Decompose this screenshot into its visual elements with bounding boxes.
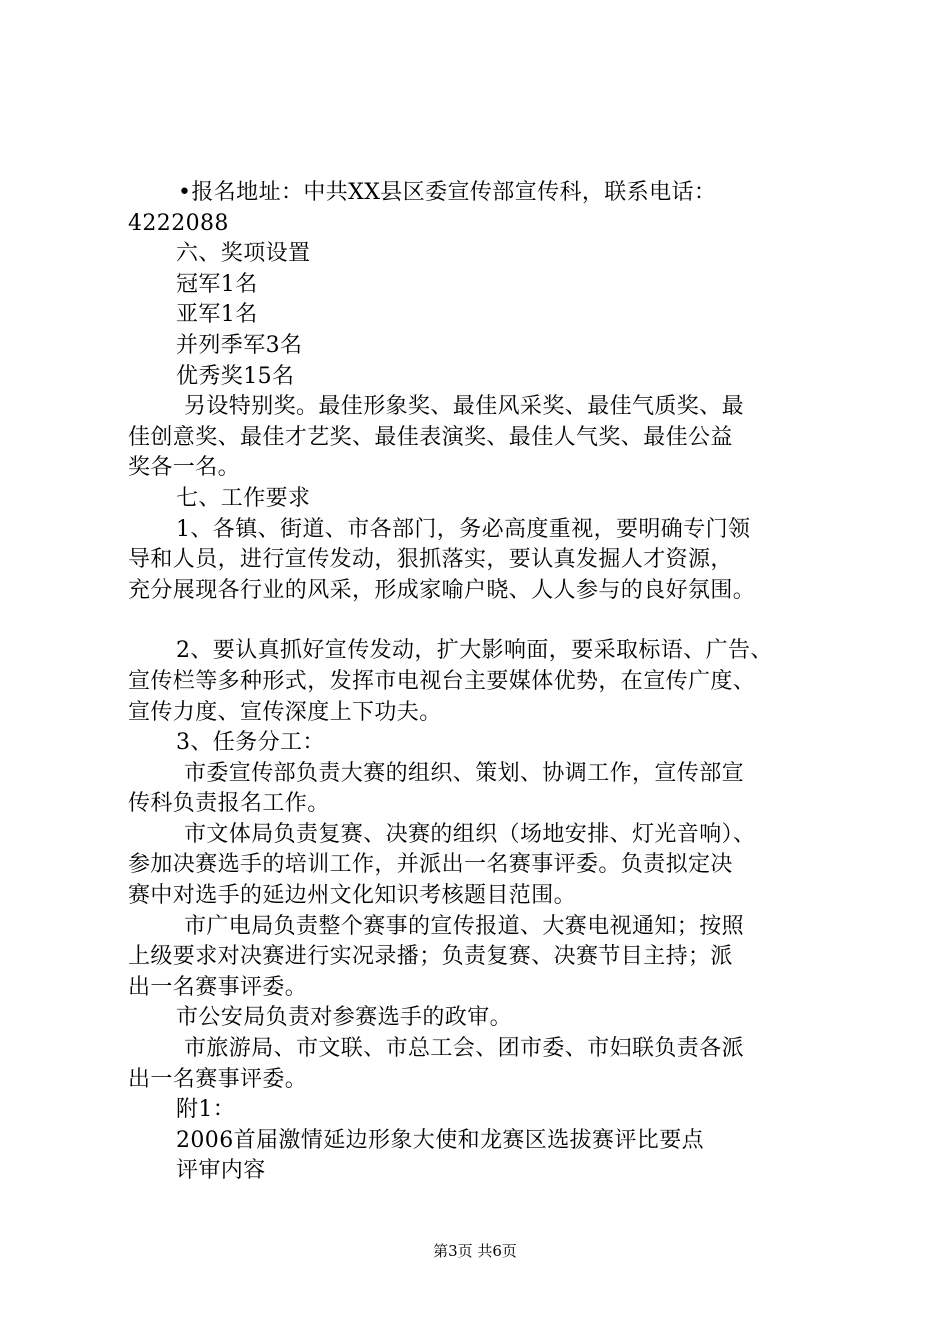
task-culture-line-2: 参加决赛选手的培训工作，并派出一名赛事评委。负责拟定决 [128, 852, 733, 878]
award-third-place: 并列季军3名 [176, 332, 303, 358]
section-heading-requirements: 七、工作要求 [176, 485, 311, 511]
task-broadcast-line-2: 上级要求对决赛进行实况录播；负责复赛、决赛节目主持；派 [128, 944, 733, 970]
requirement-2-line-2: 宣传栏等多种形式，发挥市电视台主要媒体优势，在宣传广度、 [128, 668, 756, 694]
phone-number-line: 4222088 [128, 210, 229, 236]
special-awards-line-1: 另设特别奖。最佳形象奖、最佳风采奖、最佳气质奖、最 [184, 394, 745, 420]
page-footer: 第3页 共6页 [433, 1242, 517, 1260]
appendix-title: 2006首届激情延边形象大使和龙赛区选拔赛评比要点 [176, 1127, 704, 1153]
requirement-2-line-1: 2、要认真抓好宣传发动，扩大影响面，要采取标语、广告、 [176, 638, 773, 664]
task-police-line: 市公安局负责对参赛选手的政审。 [176, 1005, 513, 1031]
award-excellence: 优秀奖15名 [176, 363, 295, 389]
task-others-line-2: 出一名赛事评委。 [128, 1066, 308, 1092]
section-heading-awards: 六、奖项设置 [176, 241, 311, 267]
requirement-2-line-3: 宣传力度、宣传深度上下功夫。 [128, 699, 442, 725]
task-broadcast-line-3: 出一名赛事评委。 [128, 974, 308, 1000]
special-awards-line-3: 奖各一名。 [128, 455, 241, 481]
task-culture-line-1: 市文体局负责复赛、决赛的组织（场地安排、灯光音响）、 [184, 821, 756, 847]
special-awards-line-2: 佳创意奖、最佳才艺奖、最佳表演奖、最佳人气奖、最佳公益 [128, 424, 733, 450]
task-publicity-line-2: 传科负责报名工作。 [128, 791, 330, 817]
appendix-label: 附1： [176, 1097, 236, 1123]
document-body [128, 178, 848, 1187]
requirement-3-heading: 3、任务分工： [176, 730, 325, 756]
review-content-heading: 评审内容 [176, 1158, 266, 1184]
requirement-1-line-3: 充分展现各行业的风采，形成家喻户晓、人人参与的良好氛围。 [128, 577, 756, 603]
award-champion: 冠军1名 [176, 271, 258, 297]
award-runner-up: 亚军1名 [176, 302, 258, 328]
task-others-line-1: 市旅游局、市文联、市总工会、团市委、市妇联负责各派 [184, 1036, 745, 1062]
task-broadcast-line-1: 市广电局负责整个赛事的宣传报道、大赛电视通知；按照 [184, 913, 745, 939]
requirement-1-line-1: 1、各镇、街道、市各部门，务必高度重视，要明确专门领 [176, 516, 751, 542]
task-culture-line-3: 赛中对选手的延边州文化知识考核题目范围。 [128, 883, 577, 909]
paragraph-gap [128, 606, 848, 636]
requirement-1-line-2: 导和人员，进行宣传发动，狠抓落实，要认真发掘人才资源， [128, 547, 733, 573]
task-publicity-line-1: 市委宣传部负责大赛的组织、策划、协调工作，宣传部宣 [184, 760, 745, 786]
registration-address-line: •报名地址：中共XX县区委宣传部宣传科，联系电话： [178, 180, 717, 205]
